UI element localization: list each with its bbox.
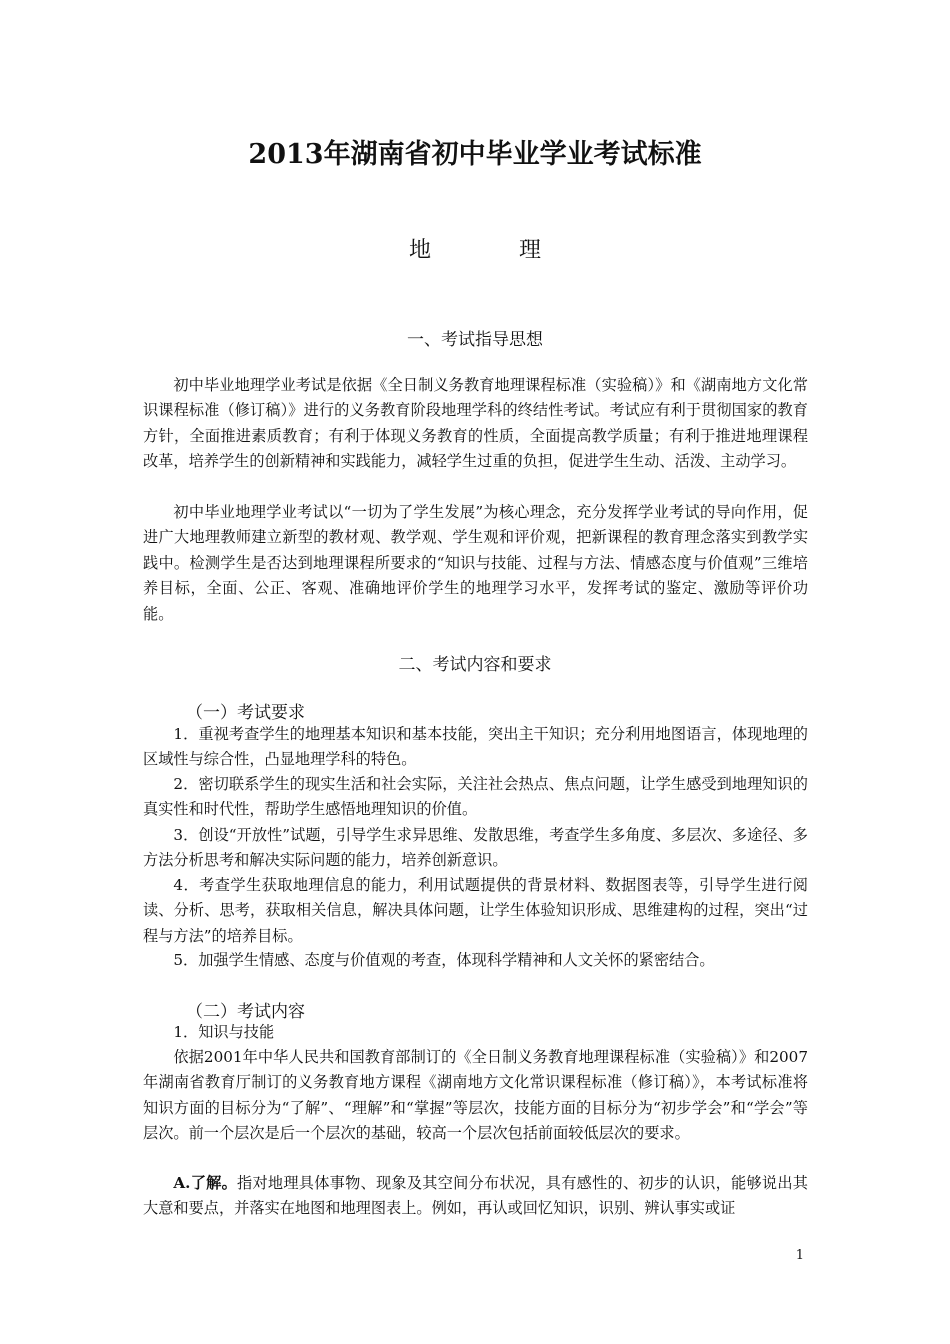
level-a-text: 指对地理具体事物、现象及其空间分布状况，具有感性的、初步的认识，能够说出其大意和要点，并落实在地图和地理图表上。例如，再认或回忆知识，识别、辨认事实或证 xyxy=(143,1174,808,1218)
knowledge-skill-label: 1．知识与技能 xyxy=(173,1023,275,1041)
requirement-item-5: 5．加强学生情感、态度与价值观的考查，体现科学精神和人文关怀的紧密结合。 xyxy=(173,951,715,969)
subject-heading xyxy=(0,233,950,264)
requirement-item-4: 4．考查学生获取地理信息的能力，利用试题提供的背景材料、数据图表等，引导学生进行阅读、分析、思考，获取相关信息，解决具体问题，让学生体验知识形成、思维建构的过程，突出“过程与方法”的培养目标。 xyxy=(143,876,808,945)
level-a-label: A.了解。 xyxy=(173,1174,238,1192)
subsection1-heading: （一）考试要求 xyxy=(186,703,305,723)
requirement-item-1: 1．重视考查学生的地理基本知识和基本技能，突出主干知识；充分利用地图语言，体现地理的区域性与综合性，凸显地理学科的特色。 xyxy=(143,725,808,769)
subject-char-1: 地 xyxy=(408,238,431,263)
section1-paragraph-1: 初中毕业地理学业考试是依据《全日制义务教育地理课程标准（实验稿）》和《湖南地方文化常识课程标准（修订稿）》进行的义务教育阶段地理学科的终结性考试。考试应有利于贯彻国家的教育方针，全面推进素质教育；有利于体现义务教育的性质，全面提高教学质量；有利于推进地理课程改革，培养学生的创新精神和实践能力，减轻学生过重的负担，促进学生生动、活泼、主动学习。 xyxy=(143,376,808,471)
requirement-item-2: 2．密切联系学生的现实生活和社会实际，关注社会热点、焦点问题，让学生感受到地理知识的真实性和时代性，帮助学生感悟地理知识的价值。 xyxy=(143,775,808,819)
requirement-item-3: 3．创设“开放性”试题，引导学生求异思维、发散思维，考查学生多角度、多层次、多途径、多方法分析思考和解决实际问题的能力，培养创新意识。 xyxy=(143,826,808,870)
section2-heading: 二、考试内容和要求 xyxy=(398,655,552,675)
page-number: 1 xyxy=(795,1248,804,1263)
section1-heading: 一、考试指导思想 xyxy=(407,330,543,350)
document-title: 2013年湖南省初中毕业学业考试标准 xyxy=(248,139,702,170)
level-a-paragraph xyxy=(143,1171,808,1222)
subject-char-2: 理 xyxy=(519,238,542,263)
section1-paragraph-2: 初中毕业地理学业考试以“一切为了学生发展”为核心理念，充分发挥学业考试的导向作用，促进广大地理教师建立新型的教材观、教学观、学生观和评价观，把新课程的教育理念落实到教学实践中。检测学生是否达到地理课程所要求的“知识与技能、过程与方法、情感态度与价值观”三维培养目标，全面、公正、客观、准确地评价学生的地理学习水平，发挥考试的鉴定、激励等评价功能。 xyxy=(143,503,808,623)
knowledge-skill-paragraph: 依据2001年中华人民共和国教育部制订的《全日制义务教育地理课程标准（实验稿）》和2007年湖南省教育厅制订的义务教育地方课程《湖南地方文化常识课程标准（修订稿）》，本考试标准将知识方面的目标分为“了解”、“理解”和“掌握”等层次，技能方面的目标分为“初步学会”和“学会”等层次。前一个层次是后一个层次的基础，较高一个层次包括前面较低层次的要求。 xyxy=(143,1048,808,1143)
subsection2-heading: （二）考试内容 xyxy=(186,1002,305,1022)
